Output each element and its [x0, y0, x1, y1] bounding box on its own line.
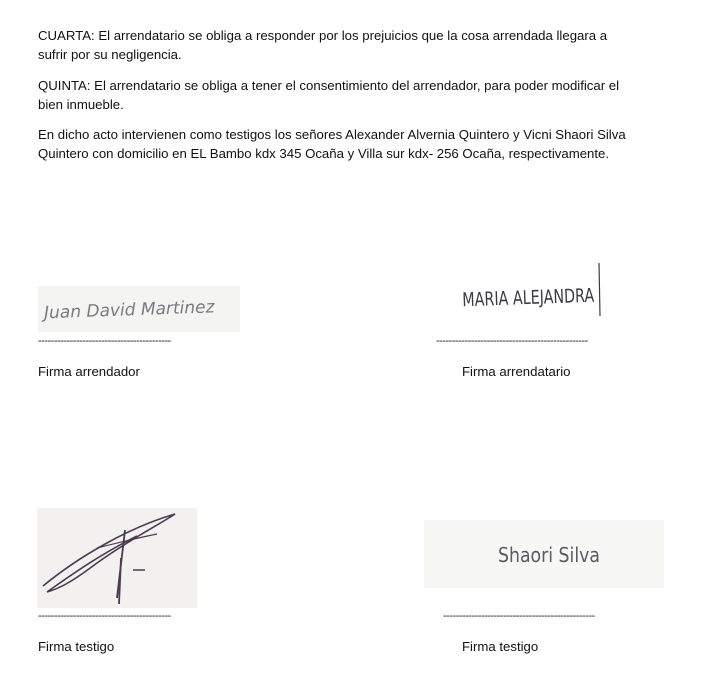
testigo-1-label: Firma testigo — [38, 639, 115, 654]
arrendatario-signature-line: ------------------------------------------------ — [436, 335, 588, 347]
arrendador-handwriting: Juan David Martinez — [43, 297, 215, 324]
testigo-1-signature-image — [37, 508, 197, 608]
arrendador-signature-image — [38, 286, 240, 332]
arrendador-label: Firma arrendador — [38, 364, 140, 379]
clause-cuarta: CUARTA: El arrendatario se obliga a responder por los prejuicios que la cosa arrendada llegara a sufrir por su negligencia. — [38, 28, 608, 62]
arrendatario-label: Firma arrendatario — [462, 364, 571, 379]
testigo-2-handwriting: Shaori Silva — [498, 543, 600, 567]
testigo-2-signature-image — [424, 520, 664, 588]
clause-quinta: QUINTA: El arrendatario se obliga a tener el consentimiento del arrendador, para poder modificar el bien inmueble. — [38, 78, 620, 112]
arrendatario-signature-image — [458, 260, 638, 320]
testigo-1-signature-line: ------------------------------------------ — [38, 610, 171, 622]
testigo-2-signature-line: ------------------------------------------------ — [443, 610, 595, 622]
witnesses-paragraph: En dicho acto intervienen como testigos los señores Alexander Alvernia Quintero y Vicni Shaori Silva Quintero con domicilio en EL Bambo kdx 345 Ocaña y Villa sur kdx- 256 Ocaña, respectivamente. — [38, 127, 626, 161]
arrendador-signature-line: ------------------------------------------ — [38, 335, 171, 347]
arrendatario-handwriting: MARIA ALEJANDRA — [461, 283, 638, 312]
testigo-2-label: Firma testigo — [462, 639, 539, 654]
